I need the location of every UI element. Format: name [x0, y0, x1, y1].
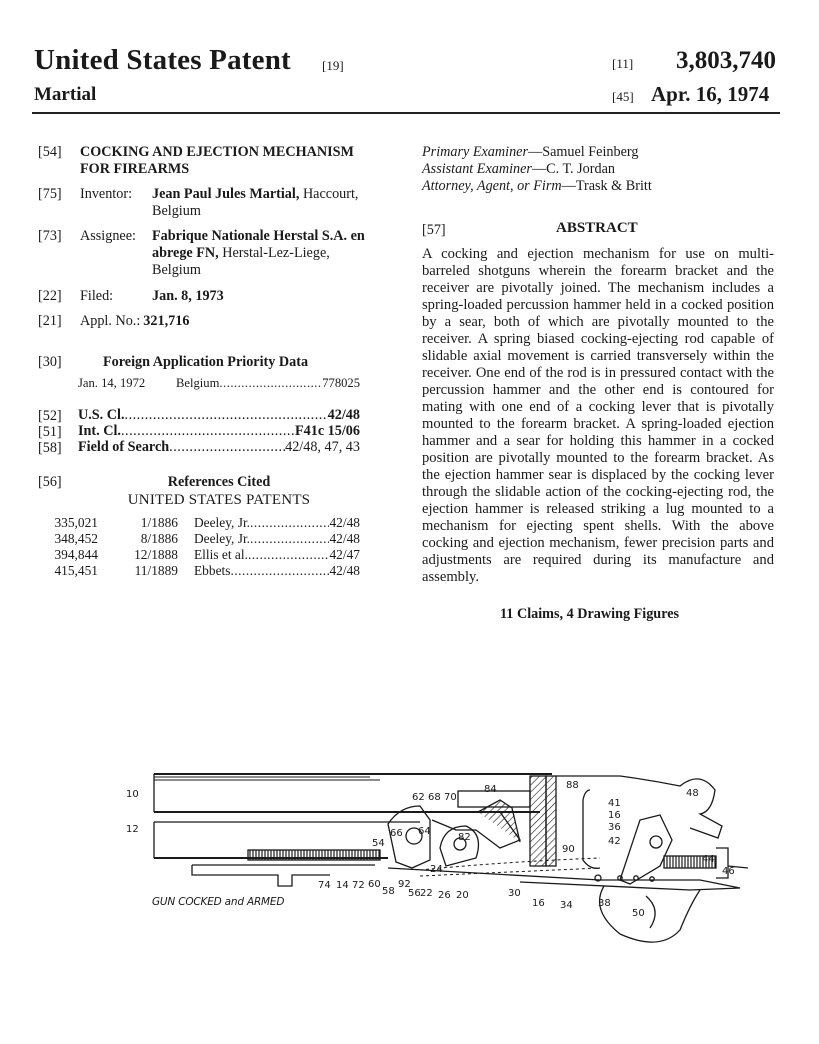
reference-numeral: 74: [318, 880, 331, 891]
reference-numeral: 26: [438, 890, 451, 901]
reference-date: 12/1888: [134, 547, 178, 562]
reference-numeral: 70: [444, 792, 457, 803]
inventor-name: Jean Paul Jules Martial,: [152, 186, 300, 202]
inventor-location: Haccourt,: [299, 186, 359, 202]
assignee-name-line1: Fabrique Nationale Herstal S.A. en: [152, 228, 365, 244]
reference-numeral: 72: [352, 880, 365, 891]
reference-numeral: 68: [428, 792, 441, 803]
appl-no-value: 321,716: [143, 313, 190, 329]
attorney-name: —Trask & Britt: [561, 178, 652, 194]
int-cl-label: Int. Cl.: [78, 424, 121, 439]
attorney-label: Attorney, Agent, or Firm: [422, 178, 562, 194]
reference-class: 42/48: [329, 563, 360, 578]
issue-date: Apr. 16, 1974: [651, 82, 770, 106]
reference-date: 1/1886: [140, 515, 178, 530]
reference-numeral: 30: [508, 888, 521, 899]
reference-date: 11/1889: [134, 563, 178, 578]
priority-country: Belgium: [176, 376, 220, 390]
inid-code: [21]: [38, 313, 62, 329]
inventor-country: Belgium: [152, 203, 201, 219]
us-cl-label: U.S. Cl.: [78, 408, 125, 423]
reference-numeral: 44: [702, 854, 715, 865]
assistant-examiner-label: Assistant Examiner: [422, 161, 532, 177]
reference-class: 42/48: [329, 515, 360, 530]
reference-patent-number: 415,451: [54, 563, 98, 578]
reference-numeral: 50: [632, 908, 645, 919]
reference-numeral: 88: [566, 780, 579, 791]
references-heading: References Cited: [167, 474, 271, 490]
reference-numeral: 41: [608, 798, 621, 809]
reference-numeral: 48: [686, 788, 699, 799]
reference-patent-number: 348,452: [54, 531, 98, 546]
reference-numeral: 46: [722, 866, 735, 877]
reference-inventor: Ellis et al.: [194, 547, 248, 562]
issue-date-inid-code: [45]: [612, 89, 634, 104]
inid-code: [30]: [38, 354, 62, 370]
filed-date: Jan. 8, 1973: [152, 288, 224, 304]
priority-number: 778025: [322, 376, 360, 390]
inid-code: [57]: [422, 222, 446, 238]
reference-numeral: 42: [608, 836, 621, 847]
appl-no-label: Appl. No.:: [80, 313, 141, 329]
reference-numeral: 12: [126, 824, 139, 835]
reference-numeral: 56: [408, 888, 421, 899]
inid-code: [22]: [38, 288, 62, 304]
inid-code: [52]: [38, 408, 62, 424]
reference-numeral: 90: [562, 844, 575, 855]
abstract-body: A cocking and ejection mechanism for use on multi-barreled shotguns wherein the forearm bracket and the receiver are pivotally joined. The mechanism includes a spring-loaded percussion hammer held in a cocked position by a sear, both of which are pivotally mounted to the receiver. A spring biased cocking-ejecting rod capable of slidable axial movement is carried transversely within the receiver. One end of the rod is in pressured contact with the percussion hammer and the other end is contoured for mating with one end of a cocking lever that is pivotally mounted to the forearm bracket. A spring-loaded ejection hammer and a sear for holding this hammer in a cocked position are pivotally mounted to the forearm bracket. As the ejection hammer sear is displaced by the cocking lever through the slidable action of the cocking-ejecting rod, the ejection hammer is released striking a lug mounted to a mechanism for ejecting spent shells. With the above cocking and ejection mechanism, fewer precision parts and adjustments are required during its manufacture and assembly.: [422, 246, 774, 585]
title-inid-code: [19]: [322, 58, 344, 73]
reference-numeral: 60: [368, 879, 381, 890]
invention-title-line2: FOR FIREARMS: [80, 161, 190, 177]
primary-examiner-label: Primary Examiner: [422, 144, 528, 160]
reference-patent-number: 394,844: [54, 547, 98, 562]
reference-numeral: 14: [336, 880, 349, 891]
invention-title-line1: COCKING AND EJECTION MECHANISM: [80, 144, 354, 160]
figure-caption: GUN COCKED and ARMED: [152, 896, 285, 908]
assignee-name-line2: abrege FN,: [152, 245, 219, 261]
reference-numeral: 38: [598, 898, 611, 909]
reference-numeral: 22: [420, 888, 433, 899]
field-of-search-label: Field of Search: [78, 440, 170, 455]
int-cl-value: F41c 15/06: [294, 424, 360, 439]
inventor-label: Inventor:: [80, 186, 133, 202]
reference-numeral: 20: [456, 890, 469, 901]
patent-number: 3,803,740: [676, 47, 776, 74]
assignee-location: Herstal-Lez-Liege,: [218, 245, 330, 261]
foreign-priority-heading: Foreign Application Priority Data: [103, 354, 309, 370]
filed-label: Filed:: [80, 288, 114, 304]
inid-code: [58]: [38, 440, 62, 456]
reference-class: 42/47: [329, 547, 360, 562]
reference-numeral: 84: [484, 784, 497, 795]
reference-numeral: 92: [398, 879, 411, 890]
reference-numeral: 36: [608, 822, 621, 833]
field-of-search-value: 42/48, 47, 43: [285, 440, 360, 455]
reference-numeral: 58: [382, 886, 395, 897]
inid-code: [51]: [38, 424, 62, 440]
priority-date: Jan. 14, 1972: [78, 376, 146, 390]
reference-numeral: 66: [390, 828, 403, 839]
reference-inventor: Deeley, Jr.: [194, 531, 251, 546]
inventor-surname-header: Martial: [34, 84, 97, 105]
patent-number-inid-code: [11]: [612, 56, 634, 71]
assignee-label: Assignee:: [80, 228, 136, 244]
reference-class: 42/48: [329, 531, 360, 546]
reference-numeral: 16: [532, 898, 545, 909]
reference-inventor: Deeley, Jr.: [194, 515, 251, 530]
us-cl-value: 42/48: [327, 408, 360, 423]
inid-code: [75]: [38, 186, 62, 202]
reference-numeral: 64: [418, 826, 431, 837]
reference-numeral: 34: [560, 900, 573, 911]
reference-numeral: 16: [608, 810, 621, 821]
reference-numeral: 54: [372, 838, 385, 849]
assistant-examiner-name: —C. T. Jordan: [531, 161, 615, 177]
inid-code: [54]: [38, 144, 62, 160]
assignee-country: Belgium: [152, 262, 201, 278]
abstract-heading: ABSTRACT: [556, 220, 638, 236]
reference-numeral: 24: [430, 864, 443, 875]
reference-inventor: Ebbets: [194, 563, 231, 578]
primary-examiner-name: —Samuel Feinberg: [528, 144, 639, 160]
reference-patent-number: 335,021: [54, 515, 98, 530]
references-subheading: UNITED STATES PATENTS: [127, 492, 311, 508]
reference-date: 8/1886: [140, 531, 178, 546]
claims-summary: 11 Claims, 4 Drawing Figures: [500, 606, 680, 622]
inid-code: [56]: [38, 474, 62, 490]
reference-numeral: 82: [458, 832, 471, 843]
patent-office-title: United States Patent: [34, 44, 291, 76]
reference-numeral: 10: [126, 789, 139, 800]
inid-code: [73]: [38, 228, 62, 244]
reference-numeral: 62: [412, 792, 425, 803]
